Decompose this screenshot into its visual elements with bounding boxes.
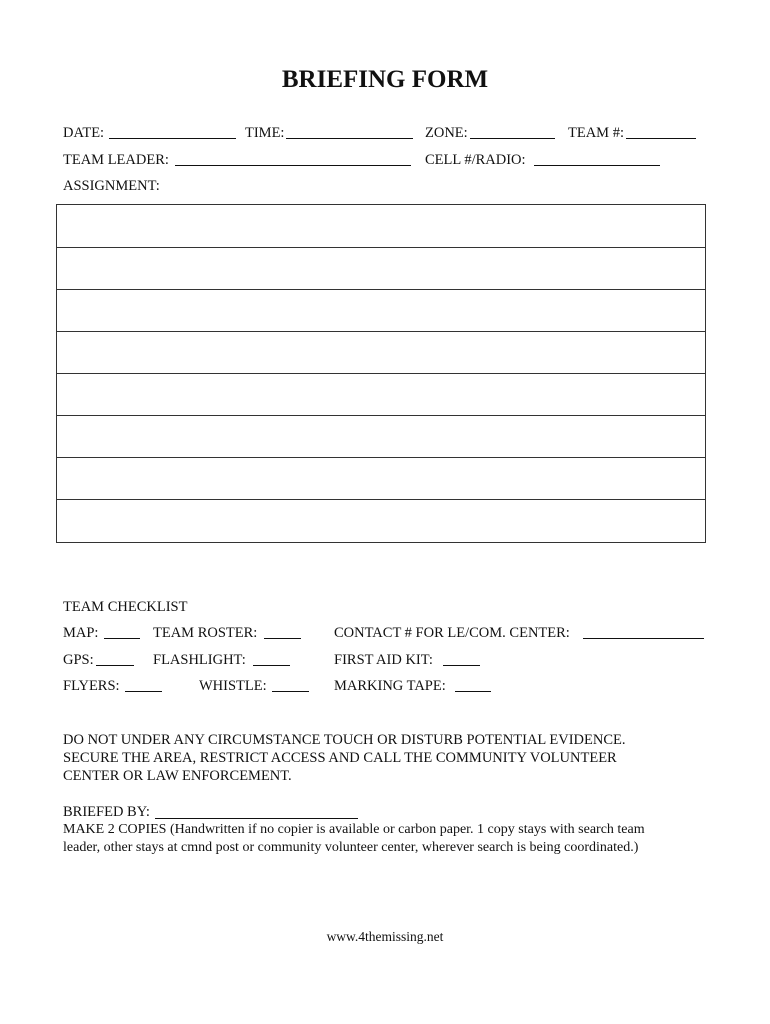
footer-url: www.4themissing.net: [326, 929, 444, 944]
contact-field[interactable]: [583, 638, 704, 639]
whistle-label: WHISTLE:: [199, 678, 267, 694]
whistle-field[interactable]: [272, 691, 309, 692]
time-label: TIME:: [245, 125, 285, 141]
zone-label: ZONE:: [425, 125, 468, 141]
warning-line-1: DO NOT UNDER ANY CIRCUMSTANCE TOUCH OR DISTURB POTENTIAL EVIDENCE.: [63, 732, 626, 748]
assignment-row-divider: [57, 247, 705, 248]
date-label: DATE:: [63, 125, 105, 141]
page-title: BRIEFING FORM: [281, 66, 489, 93]
checklist-heading: TEAM CHECKLIST: [63, 599, 188, 615]
assignment-table: [56, 204, 706, 543]
assignment-row-divider: [57, 415, 705, 416]
assignment-row-divider: [57, 499, 705, 500]
warning-line-3: CENTER OR LAW ENFORCEMENT.: [63, 768, 292, 784]
first-aid-field[interactable]: [443, 665, 480, 666]
copies-note-line-2: leader, other stays at cmnd post or community volunteer center, wherever search is being coordinated.): [63, 840, 639, 855]
flashlight-label: FLASHLIGHT:: [153, 652, 246, 668]
assignment-row-divider: [57, 373, 705, 374]
first-aid-label: FIRST AID KIT:: [334, 652, 433, 668]
gps-label: GPS:: [63, 652, 94, 668]
flashlight-field[interactable]: [253, 665, 290, 666]
cell-radio-field[interactable]: [534, 165, 660, 166]
cell-radio-label: CELL #/RADIO:: [425, 152, 526, 168]
warning-line-2: SECURE THE AREA, RESTRICT ACCESS AND CALL THE COMMUNITY VOLUNTEER: [63, 750, 617, 766]
marking-tape-label: MARKING TAPE:: [334, 678, 446, 694]
assignment-label: ASSIGNMENT:: [63, 178, 160, 194]
assignment-row-divider: [57, 331, 705, 332]
copies-note-line-1: MAKE 2 COPIES (Handwritten if no copier is available or carbon paper. 1 copy stays with search team: [63, 822, 645, 837]
flyers-field[interactable]: [125, 691, 162, 692]
map-label: MAP:: [63, 625, 99, 641]
team-leader-label: TEAM LEADER:: [63, 152, 169, 168]
briefed-by-label: BRIEFED BY:: [63, 804, 150, 820]
team-roster-label: TEAM ROSTER:: [153, 625, 258, 641]
team-roster-field[interactable]: [264, 638, 301, 639]
contact-label: CONTACT # FOR LE/COM. CENTER:: [334, 625, 570, 641]
team-number-field[interactable]: [626, 138, 696, 139]
map-field[interactable]: [104, 638, 140, 639]
assignment-row-divider: [57, 289, 705, 290]
assignment-row-divider: [57, 457, 705, 458]
time-field[interactable]: [286, 138, 413, 139]
marking-tape-field[interactable]: [455, 691, 491, 692]
team-number-label: TEAM #:: [568, 125, 624, 141]
date-field[interactable]: [109, 138, 236, 139]
gps-field[interactable]: [96, 665, 134, 666]
zone-field[interactable]: [470, 138, 555, 139]
team-leader-field[interactable]: [175, 165, 411, 166]
flyers-label: FLYERS:: [63, 678, 120, 694]
briefed-by-field[interactable]: [155, 818, 358, 819]
